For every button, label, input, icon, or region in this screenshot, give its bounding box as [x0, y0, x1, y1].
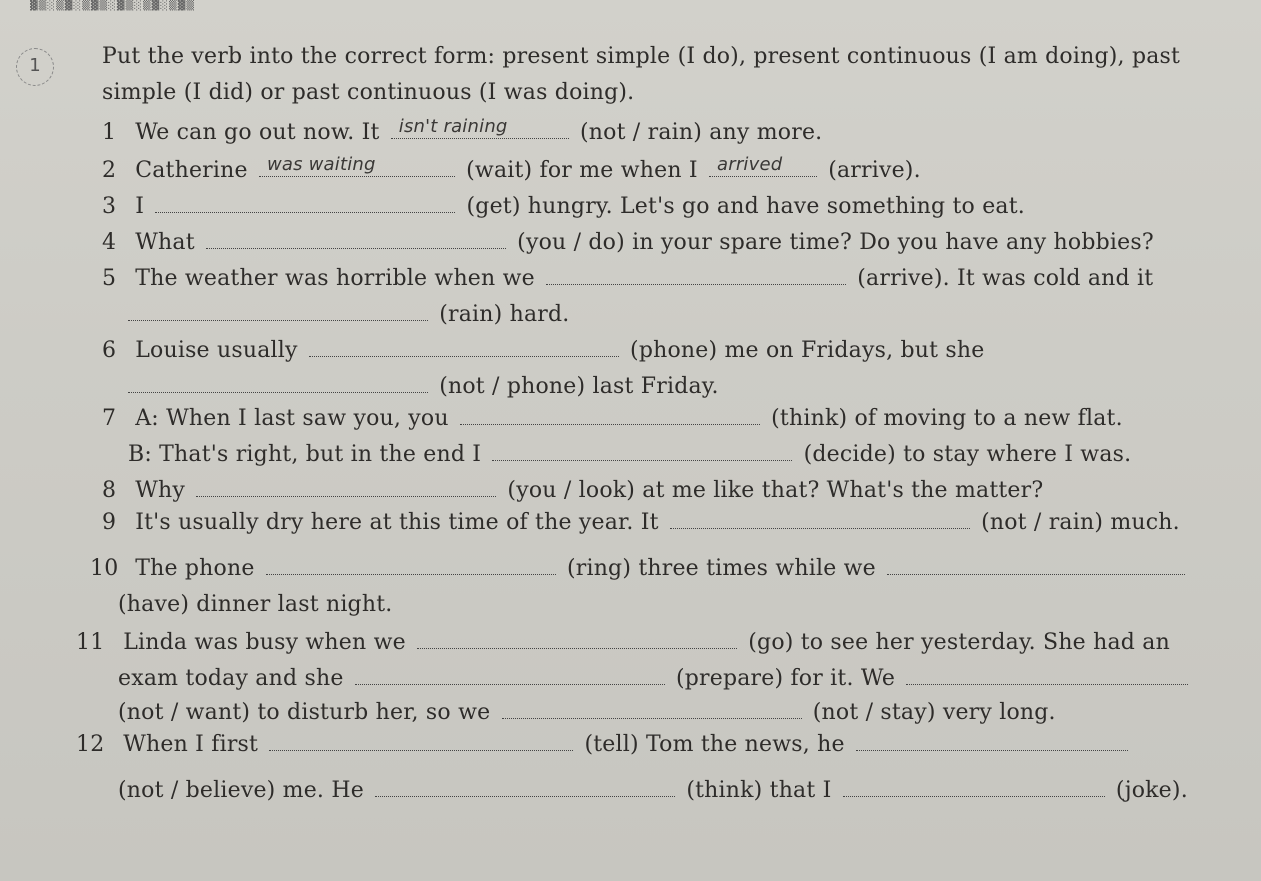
answer-blank[interactable]	[266, 554, 556, 575]
question-text: B: That's right, but in the end I	[128, 442, 482, 467]
answer-blank[interactable]	[355, 664, 665, 685]
question-text: (not / stay) very long.	[812, 700, 1056, 725]
answer-blank[interactable]	[391, 118, 569, 139]
question-text: (not / believe) me. He	[118, 778, 364, 803]
handwritten-answer: was waiting	[266, 154, 376, 175]
answer-blank[interactable]	[546, 264, 846, 285]
question-number: 1	[102, 120, 117, 145]
question-text: (phone) me on Fridays, but she	[630, 338, 985, 363]
answer-blank[interactable]	[906, 664, 1188, 685]
question-9	[102, 508, 1180, 535]
question-2	[102, 156, 921, 183]
answer-blank[interactable]	[196, 476, 496, 497]
answer-blank[interactable]	[887, 554, 1185, 575]
question-10-cont	[118, 592, 392, 617]
question-text: (wait) for me when I	[466, 158, 698, 183]
question-8	[102, 476, 1043, 503]
question-text: We can go out now. It	[135, 120, 380, 145]
question-number: 6	[102, 338, 117, 363]
answer-blank[interactable]	[492, 440, 792, 461]
question-text: (tell) Tom the news, he	[584, 732, 845, 757]
question-text: When I first	[123, 732, 259, 757]
question-text: Catherine	[135, 158, 248, 183]
answer-blank[interactable]	[269, 730, 573, 751]
question-11-b	[118, 664, 1192, 691]
question-1	[102, 118, 822, 145]
answer-blank[interactable]	[128, 372, 428, 393]
question-text: A: When I last saw you, you	[135, 406, 449, 431]
answer-blank[interactable]	[375, 776, 675, 797]
question-text: (arrive).	[828, 158, 921, 183]
question-12-b	[118, 776, 1188, 803]
question-12	[76, 730, 1132, 757]
handwritten-answer: arrived	[716, 154, 783, 175]
question-text: (go) to see her yesterday. She had an	[748, 630, 1170, 655]
question-text: (not / phone) last Friday.	[439, 374, 719, 399]
header-scribble: ▓▒░▒▓░▒▓▒░▓▒░▒▓░▒▓▒	[30, 0, 196, 11]
question-number: 4	[102, 230, 117, 255]
answer-blank[interactable]	[206, 228, 506, 249]
question-11-c	[118, 698, 1056, 725]
question-text: (think) of moving to a new flat.	[771, 406, 1123, 431]
answer-blank[interactable]	[670, 508, 970, 529]
answer-blank[interactable]	[128, 300, 428, 321]
question-3	[102, 192, 1025, 219]
answer-blank[interactable]	[259, 156, 455, 177]
question-text: (rain) hard.	[439, 302, 570, 327]
exercise-number: 1	[16, 48, 54, 86]
question-number: 12	[76, 732, 105, 757]
answer-blank[interactable]	[309, 336, 619, 357]
question-number: 10	[90, 556, 119, 581]
question-text: (think) that I	[686, 778, 832, 803]
question-text: Why	[135, 478, 186, 503]
question-text: (you / look) at me like that? What's the matter?	[507, 478, 1044, 503]
question-number: 2	[102, 158, 117, 183]
question-text: (arrive). It was cold and it	[857, 266, 1154, 291]
question-text: (get) hungry. Let's go and have something to eat.	[466, 194, 1025, 219]
question-text: I	[135, 194, 145, 219]
question-text: Linda was busy when we	[123, 630, 406, 655]
answer-blank[interactable]	[155, 192, 455, 213]
question-text: (joke).	[1115, 778, 1188, 803]
question-text: (prepare) for it. We	[675, 666, 896, 691]
instructions-line-2: simple (I did) or past continuous (I was doing).	[102, 80, 635, 105]
question-text: The phone	[135, 556, 255, 581]
question-11	[76, 628, 1170, 655]
answer-blank[interactable]	[460, 404, 760, 425]
question-number: 9	[102, 510, 117, 535]
question-5-cont	[128, 300, 569, 327]
question-text: (ring) three times while we	[566, 556, 876, 581]
question-number: 11	[76, 630, 105, 655]
question-number: 7	[102, 406, 117, 431]
question-6	[102, 336, 984, 363]
question-text: (have) dinner last night.	[118, 592, 393, 617]
question-text: (not / rain) any more.	[579, 120, 823, 145]
handwritten-answer: isn't raining	[398, 116, 508, 137]
question-4	[102, 228, 1154, 255]
question-6-cont	[128, 372, 719, 399]
question-number: 5	[102, 266, 117, 291]
question-7	[102, 404, 1123, 431]
question-text: Louise usually	[135, 338, 298, 363]
question-text: (decide) to stay where I was.	[803, 442, 1132, 467]
question-5	[102, 264, 1153, 291]
answer-blank[interactable]	[856, 730, 1128, 751]
question-text: (not / want) to disturb her, so we	[118, 700, 491, 725]
question-text: (you / do) in your spare time? Do you have any hobbies?	[517, 230, 1154, 255]
question-text: exam today and she	[118, 666, 344, 691]
question-7-b	[128, 440, 1131, 467]
instructions-line-1: Put the verb into the correct form: present simple (I do), present continuous (I am doing), past	[102, 44, 1181, 69]
answer-blank[interactable]	[502, 698, 802, 719]
answer-blank[interactable]	[417, 628, 737, 649]
answer-blank[interactable]	[843, 776, 1105, 797]
answer-blank[interactable]	[709, 156, 817, 177]
question-text: (not / rain) much.	[981, 510, 1180, 535]
question-number: 3	[102, 194, 117, 219]
question-text: What	[135, 230, 195, 255]
question-number: 8	[102, 478, 117, 503]
question-text: It's usually dry here at this time of the year. It	[135, 510, 659, 535]
question-10	[90, 554, 1189, 581]
question-text: The weather was horrible when we	[135, 266, 535, 291]
